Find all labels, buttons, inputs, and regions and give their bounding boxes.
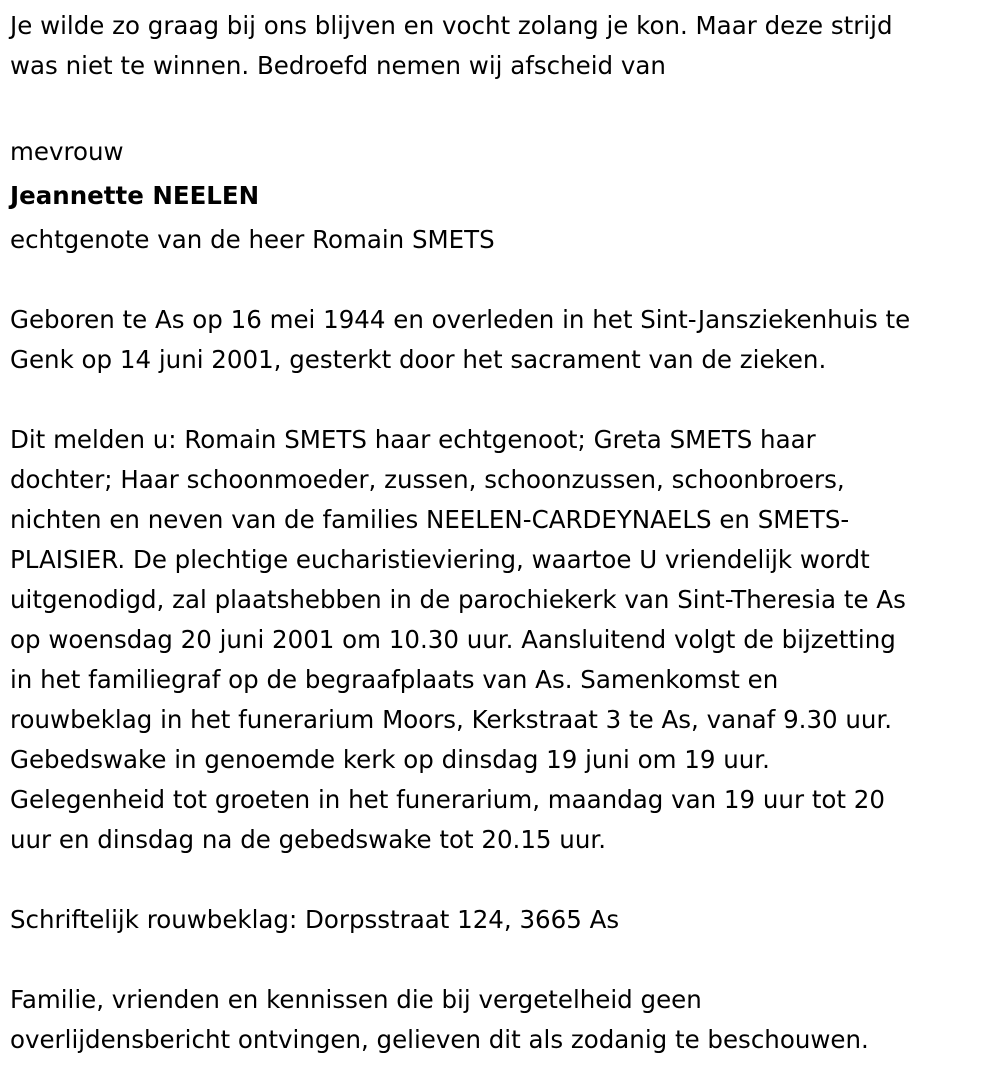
intro-line: Je wilde zo graag bij ons blijven en vocht zolang je kon. Maar deze strijd xyxy=(10,11,893,40)
deceased-name: Jeannette NEELEN xyxy=(10,181,260,210)
birth-death-line: Genk op 14 juni 2001, gesterkt door het sacrament van de zieken. xyxy=(10,345,827,374)
announcement-line: Gebedswake in genoemde kerk op dinsdag 19 juni om 19 uur. xyxy=(10,745,770,774)
spacer xyxy=(10,260,995,300)
announcement-line: Dit melden u: Romain SMETS haar echtgenoot; Greta SMETS haar xyxy=(10,425,816,454)
announcement-paragraph xyxy=(10,420,995,860)
death-notice xyxy=(10,6,995,1060)
announcement-line: uitgenodigd, zal plaatshebben in de parochiekerk van Sint-Theresia te As xyxy=(10,585,906,614)
announcement-line: Gelegenheid tot groeten in het funerarium, maandag van 19 uur tot 20 xyxy=(10,785,885,814)
birth-death-line: Geboren te As op 16 mei 1944 en overleden in het Sint-Jansziekenhuis te xyxy=(10,305,911,334)
announcement-line: in het familiegraf op de begraafplaats van As. Samenkomst en xyxy=(10,665,779,694)
spacer xyxy=(10,860,995,900)
intro-line: was niet te winnen. Bedroefd nemen wij afscheid van xyxy=(10,51,666,80)
announcement-line: nichten en neven van de families NEELEN-CARDEYNAELS en SMETS- xyxy=(10,505,850,534)
announcement-line: uur en dinsdag na de gebedswake tot 20.15 uur. xyxy=(10,825,606,854)
spacer xyxy=(10,86,995,126)
salutation: mevrouw xyxy=(10,137,124,166)
announcement-line: PLAISIER. De plechtige eucharistieviering, waartoe U vriendelijk wordt xyxy=(10,545,870,574)
announcement-line: dochter; Haar schoonmoeder, zussen, schoonzussen, schoonbroers, xyxy=(10,465,845,494)
spouse-line: echtgenote van de heer Romain SMETS xyxy=(10,225,495,254)
name-block xyxy=(10,132,995,260)
intro-paragraph xyxy=(10,6,995,86)
condolence-address: Schriftelijk rouwbeklag: Dorpsstraat 124, 3665 As xyxy=(10,905,620,934)
closing-line: overlijdensbericht ontvingen, gelieven dit als zodanig te beschouwen. xyxy=(10,1025,869,1054)
announcement-line: op woensdag 20 juni 2001 om 10.30 uur. Aansluitend volgt de bijzetting xyxy=(10,625,896,654)
spacer xyxy=(10,380,995,420)
announcement-line: rouwbeklag in het funerarium Moors, Kerkstraat 3 te As, vanaf 9.30 uur. xyxy=(10,705,893,734)
closing-paragraph xyxy=(10,980,995,1060)
spacer xyxy=(10,940,995,980)
birth-death-paragraph xyxy=(10,300,995,380)
closing-line: Familie, vrienden en kennissen die bij vergetelheid geen xyxy=(10,985,702,1014)
